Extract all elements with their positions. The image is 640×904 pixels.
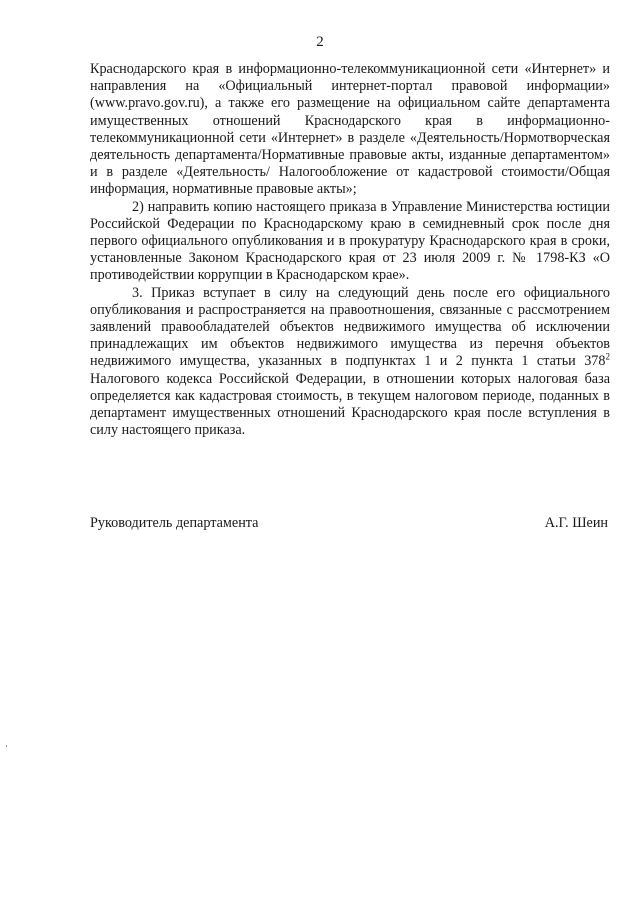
paragraph-item-3-text-start: 3. Приказ вступает в силу на следующий день после его официального опубликования и распространяется на правоотношения, связанные с рассмотрением заявлений правообладателей объектов недвижимого имущества об исключении принадлежащих им объектов недвижимого имущества из перечня объектов недвижимого имущества, указанных в подпунктах 1 и 2 пункта 1 статьи 378	[90, 284, 610, 370]
page-number: 2	[316, 34, 324, 50]
article-superscript: 2	[605, 351, 610, 362]
paragraph-item-2: 2) направить копию настоящего приказа в Управление Министерства юстиции Российской Федерации по Краснодарскому краю в семидневный срок после дня первого официального опубликования и в прокуратуру Краснодарского края в сроки, установленные Законом Краснодарского края от 23 июля 2009 г. № 1798-КЗ «О противодействии коррупции в Краснодарском крае».	[90, 198, 610, 284]
scan-speck	[6, 745, 7, 747]
paragraph-continuation: Краснодарского края в информационно-телекоммуникационной сети «Интернет» и направления на «Официальный интернет-портал правовой информации» (www.pravo.gov.ru), а также его размещение на официальном сайте департамента имущественных отношений Краснодарского края в информационно-телекоммуникационной сети «Интернет» в разделе «Деятельность/Нормотворческая деятельность департамента/Нормативные правовые акты, изданные департаментом» и в разделе «Деятельность/ Налогообложение от кадастровой стоимости/Общая информация, нормативные правовые акты»;	[90, 61, 610, 198]
paragraph-item-3	[90, 285, 610, 440]
document-body	[90, 61, 610, 439]
paragraph-item-3-text-end: Налогового кодекса Российской Федерации, в отношении которых налоговая база определяется как кадастровая стоимость, в текущем налоговом периоде, поданных в департамент имущественных отношений Краснодарского края после вступления в силу настоящего приказа.	[90, 370, 610, 439]
signature-name: А.Г. Шеин	[544, 515, 608, 531]
signature-title: Руководитель департамента	[90, 515, 259, 531]
